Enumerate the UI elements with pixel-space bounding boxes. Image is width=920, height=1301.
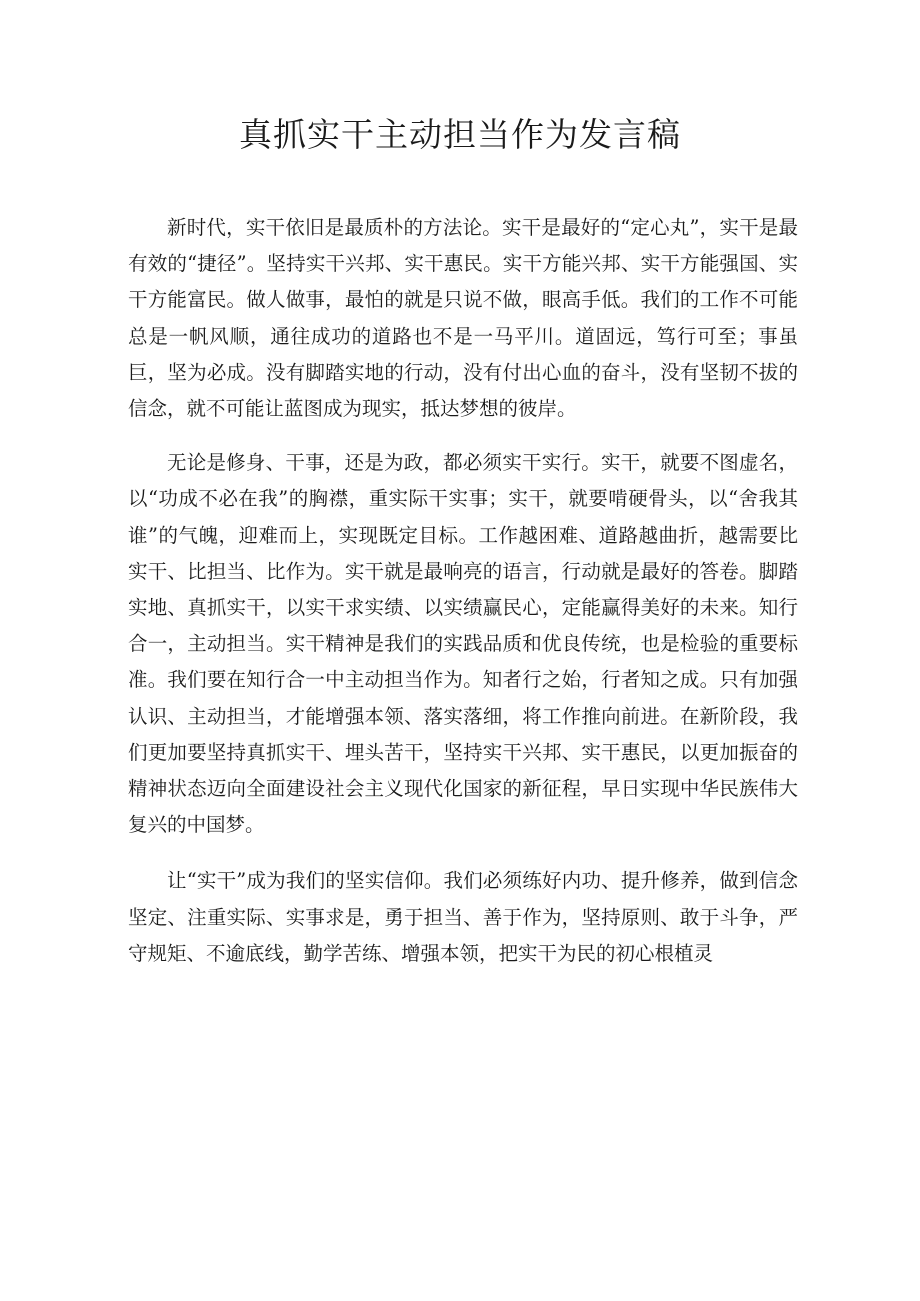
paragraph-2: 无论是修身、干事，还是为政，都必须实干实行。实干，就要不图虚名，以“功成不必在我”的胸襟，重实际干实事；实干，就要啃硬骨头，以“舍我其谁”的气魄，迎难而上，实现既定目标。工作越困难、道路越曲折，越需要比实干、比担当、比作为。实干就是最响亮的语言，行动就是最好的答卷。脚踏实地、真抓实干，以实干求实绩、以实绩赢民心，定能赢得美好的未来。知行合一，主动担当。实干精神是我们的实践品质和优良传统，也是检验的重要标准。我们要在知行合一中主动担当作为。知者行之始，行者知之成。只有加强认识、主动担当，才能增强本领、落实落细，将工作推向前进。在新阶段，我们更加要坚持真抓实干、埋头苦干，坚持实干兴邦、实干惠民，以更加振奋的精神状态迈向全面建设社会主义现代化国家的新征程，早日实现中华民族伟大复兴的中国梦。 — [128, 451, 798, 837]
document-title: 真抓实干主动担当作为发言稿 — [239, 115, 681, 154]
paragraph-3: 让“实干”成为我们的坚实信仰。我们必须练好内功、提升修养，做到信念坚定、注重实际、实事求是，勇于担当、善于作为，坚持原则、敢于斗争，严守规矩、不逾底线，勤学苦练、增强本领，把实干为民的初心根植灵 — [128, 869, 798, 965]
document-body — [128, 210, 798, 972]
paragraph-1: 新时代，实干依旧是最质朴的方法论。实干是最好的“定心丸”，实干是最有效的“捷径”。坚持实干兴邦、实干惠民。实干方能兴邦、实干方能强国、实干方能富民。做人做事，最怕的就是只说不做，眼高手低。我们的工作不可能总是一帆风顺，通往成功的道路也不是一马平川。道固远，笃行可至；事虽巨，坚为必成。没有脚踏实地的行动，没有付出心血的奋斗，没有坚韧不拔的信念，就不可能让蓝图成为现实，抵达梦想的彼岸。 — [128, 216, 798, 421]
